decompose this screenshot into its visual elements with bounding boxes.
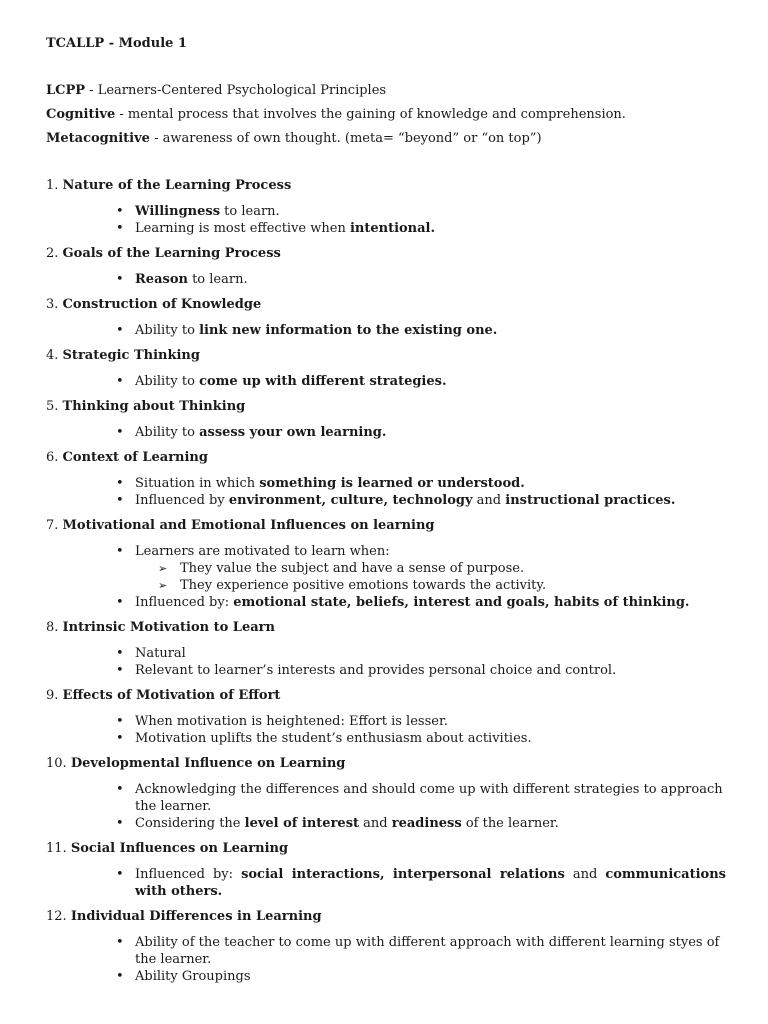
bold-text: level of interest [244, 816, 360, 831]
bullet-item [46, 713, 726, 730]
definition-text: - awareness of own thought. (meta= “beyond” or “on top”) [149, 131, 542, 146]
principle-section [46, 449, 726, 509]
bullet-list [46, 373, 726, 390]
text-run: Situation in which [135, 476, 260, 491]
bullet-item [46, 492, 726, 509]
principle-number: 3. [46, 297, 63, 312]
bold-text: emotional state, beliefs, interest and goals, habits of thinking. [233, 595, 690, 610]
text-run: and [472, 493, 506, 508]
bullet-item [46, 203, 726, 220]
bold-text: instructional practices. [505, 493, 676, 508]
definition-term: Cognitive [46, 107, 116, 122]
principle-number: 10. [46, 756, 71, 771]
sub-bullet-item: ➢ They value the subject and have a sense of purpose. [135, 560, 726, 577]
principle-heading [46, 517, 726, 534]
bullet-item [46, 815, 726, 832]
definition-metacognitive [46, 130, 726, 147]
text-run: to learn. [187, 272, 248, 287]
text-run: Ability of the teacher to come up with different approach with different learning styes of the learner. [135, 935, 720, 967]
definition-term: Metacognitive [46, 131, 150, 146]
principle-number: 6. [46, 450, 63, 465]
bullet-item [46, 220, 726, 237]
definition-cognitive [46, 106, 726, 123]
principle-section [46, 517, 726, 611]
bullet-list [46, 203, 726, 237]
bold-text: link new information to the existing one. [199, 323, 498, 338]
sub-bullet-item: ➢ They experience positive emotions towards the activity. [135, 577, 726, 594]
principle-section [46, 398, 726, 441]
bullet-item [46, 322, 726, 339]
text-run: Motivation uplifts the student’s enthusiasm about activities. [135, 731, 532, 746]
principle-heading [46, 755, 726, 772]
text-run: Considering the [135, 816, 245, 831]
principles-list [46, 177, 726, 985]
bullet-item [46, 934, 726, 968]
principle-section [46, 177, 726, 237]
text-run: Influenced by: [135, 595, 234, 610]
bullet-list [46, 866, 726, 900]
definition-text: - Learners-Centered Psychological Principles [85, 83, 387, 98]
bullet-item [46, 475, 726, 492]
bullet-item [46, 781, 726, 815]
principle-heading [46, 398, 726, 415]
text-run: to learn. [220, 204, 280, 219]
document-page [46, 36, 726, 993]
definition-term: LCPP [46, 83, 86, 98]
principle-title: Strategic Thinking [62, 348, 200, 363]
text-run: Influenced by [135, 493, 229, 508]
bullet-item [46, 645, 726, 662]
text-run: Natural [135, 646, 186, 661]
text-run: and [564, 867, 606, 882]
principle-title: Individual Differences in Learning [70, 909, 322, 924]
bold-text: intentional. [349, 221, 436, 236]
bullet-list [46, 543, 726, 611]
bold-text: environment, culture, technology [228, 493, 473, 508]
principle-number: 8. [46, 620, 63, 635]
bold-text: communications with others. [135, 867, 726, 899]
principle-heading [46, 449, 726, 466]
text-run: and [359, 816, 392, 831]
principle-heading [46, 177, 726, 194]
principle-heading [46, 619, 726, 636]
principle-heading [46, 347, 726, 364]
text-run: Ability to [135, 425, 200, 440]
definition-lcpp [46, 82, 726, 99]
text-run: When motivation is heightened: Effort is lesser. [135, 714, 448, 729]
text-run: Ability to [135, 374, 200, 389]
principle-number: 11. [46, 841, 71, 856]
document-title: TCALLP - Module 1 [46, 36, 187, 51]
principle-title: Thinking about Thinking [62, 399, 246, 414]
principle-heading [46, 687, 726, 704]
principle-section [46, 687, 726, 747]
bullet-item [46, 730, 726, 747]
definitions [46, 82, 726, 147]
bullet-item [46, 424, 726, 441]
definition-text: - mental process that involves the gaining of knowledge and comprehension. [115, 107, 626, 122]
principle-heading [46, 245, 726, 262]
principle-title: Context of Learning [62, 450, 208, 465]
principle-section [46, 755, 726, 832]
principle-number: 5. [46, 399, 63, 414]
principle-section [46, 908, 726, 985]
sub-bullet-list [135, 560, 726, 594]
bullet-list [46, 934, 726, 985]
principle-title: Effects of Motivation of Effort [62, 688, 281, 703]
principle-title: Goals of the Learning Process [62, 246, 281, 261]
principle-section [46, 619, 726, 679]
bullet-item [46, 271, 726, 288]
bullet-list [46, 781, 726, 832]
bullet-item [46, 662, 726, 679]
principle-number: 7. [46, 518, 63, 533]
principle-title: Motivational and Emotional Influences on learning [62, 518, 435, 533]
bullet-item [46, 543, 726, 594]
principle-heading [46, 908, 726, 925]
text-run: Influenced by: [135, 867, 242, 882]
bullet-list [46, 713, 726, 747]
bullet-item [46, 373, 726, 390]
bullet-item [46, 968, 726, 985]
bullet-item [46, 866, 726, 900]
principle-heading [46, 296, 726, 313]
principle-section [46, 347, 726, 390]
bullet-list [46, 322, 726, 339]
principle-number: 4. [46, 348, 63, 363]
bullet-list [46, 271, 726, 288]
text-run: Ability Groupings [135, 969, 251, 984]
text-run: Relevant to learner’s interests and provides personal choice and control. [135, 663, 617, 678]
principle-heading [46, 840, 726, 857]
bullet-list [46, 645, 726, 679]
text-run: Ability to [135, 323, 200, 338]
bullet-list [46, 424, 726, 441]
bullet-item [46, 594, 726, 611]
principle-title: Social Influences on Learning [70, 841, 289, 856]
bold-text: something is learned or understood. [259, 476, 525, 491]
text-run: Learners are motivated to learn when: [135, 544, 390, 559]
bold-text: readiness [391, 816, 462, 831]
principle-number: 9. [46, 688, 63, 703]
principle-section [46, 296, 726, 339]
text-run: Learning is most effective when [135, 221, 350, 236]
principle-number: 12. [46, 909, 71, 924]
bold-text: social interactions, interpersonal relations [241, 867, 565, 882]
text-run: of the learner. [461, 816, 559, 831]
text-run: Acknowledging the differences and should come up with different strategies to approach the learner. [135, 782, 723, 814]
bold-text: Reason [135, 272, 188, 287]
bullet-list [46, 475, 726, 509]
principle-section [46, 245, 726, 288]
bold-text: assess your own learning. [199, 425, 387, 440]
principle-title: Intrinsic Motivation to Learn [62, 620, 275, 635]
principle-section [46, 840, 726, 900]
principle-title: Nature of the Learning Process [62, 178, 292, 193]
bold-text: Willingness [135, 204, 221, 219]
principle-title: Construction of Knowledge [62, 297, 262, 312]
principle-number: 2. [46, 246, 63, 261]
bold-text: come up with different strategies. [199, 374, 447, 389]
principle-number: 1. [46, 178, 63, 193]
principle-title: Developmental Influence on Learning [70, 756, 346, 771]
